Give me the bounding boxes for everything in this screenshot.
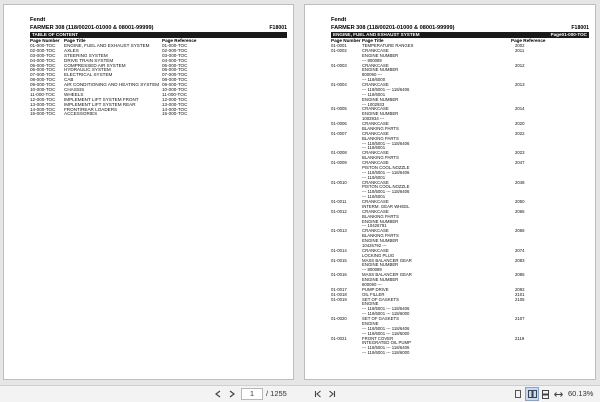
index-title: FRONT COVER bbox=[362, 335, 394, 341]
index-title: --- 118/5001 --- 118/6406 bbox=[362, 86, 410, 92]
index-title: CRANKCASE bbox=[362, 199, 389, 204]
toc-page-title: HYDRAULIC SYSTEM bbox=[64, 67, 111, 73]
toc-page-reference: 15-000-TOC bbox=[162, 111, 188, 117]
section-bar bbox=[30, 32, 287, 38]
index-reference: 01-0009 bbox=[331, 160, 347, 165]
section-bar bbox=[331, 32, 589, 38]
toc-page-reference: 11-000-TOC bbox=[162, 91, 188, 97]
index-page-reference: 2119 bbox=[515, 335, 525, 341]
toc-page-number: 07-000-TOC bbox=[30, 72, 56, 78]
arrow-right-icon bbox=[228, 390, 236, 398]
index-reference: 01-0021 bbox=[331, 335, 347, 341]
index-page-reference: 2066 bbox=[515, 228, 525, 234]
toc-page-number: 14-000-TOC bbox=[30, 106, 56, 112]
fit-width-button[interactable] bbox=[552, 388, 564, 400]
zoom-level[interactable]: 60.13% bbox=[568, 389, 594, 398]
toc-page-title: WHEELS bbox=[64, 91, 84, 97]
two-page-icon bbox=[528, 390, 537, 398]
toc-page-reference: 06-000-TOC bbox=[162, 67, 188, 73]
document-title: FARMER 308 (118/00201-01000 & 08001-99999) bbox=[30, 25, 154, 31]
first-page-button[interactable] bbox=[312, 388, 324, 400]
toc-page-title: DRIVE TRAIN SYSTEM bbox=[64, 57, 114, 63]
index-title: CRANKCASE bbox=[362, 179, 389, 185]
index-page-reference: 2048 bbox=[515, 179, 525, 185]
index-title: --- 118/6001 --- 118/6000 bbox=[362, 350, 410, 356]
index-title: --- 118/5001 --- 118/6406 bbox=[362, 189, 410, 195]
toc-page-reference: 05-000-TOC bbox=[162, 62, 188, 68]
index-page-reference: 2002 bbox=[515, 43, 525, 48]
index-page-reference: 2022 bbox=[515, 130, 525, 136]
toc-page-reference: 14-000-TOC bbox=[162, 106, 188, 112]
column-header-page-number: Page Number bbox=[30, 38, 60, 43]
index-page-reference: 2014 bbox=[515, 106, 525, 112]
toc-page-reference: 08-000-TOC bbox=[162, 77, 188, 83]
index-reference: 01-0019 bbox=[331, 296, 347, 302]
index-reference: 01-0007 bbox=[331, 130, 347, 136]
toc-page-title: ENGINE, FUEL AND EXHAUST SYSTEM bbox=[64, 43, 150, 48]
index-reference: 01-0006 bbox=[331, 121, 347, 126]
index-title: LOCKING PLUG bbox=[362, 252, 395, 258]
index-reference: 01-0005 bbox=[331, 106, 347, 112]
index-title: PUMP DRIVE bbox=[362, 286, 389, 292]
index-title: --- 1002933 bbox=[362, 101, 385, 107]
index-title: --- 800089 bbox=[362, 267, 382, 273]
index-title: 10426792 --- bbox=[362, 242, 387, 248]
toc-page-title: ACCESSORIES bbox=[64, 111, 98, 117]
index-title: PISTON COOL.NOZZLE bbox=[362, 164, 410, 170]
index-title: --- 118/6000 bbox=[362, 77, 386, 83]
index-title: ENGINE NUMBER bbox=[362, 52, 399, 58]
index-reference: 01-0008 bbox=[331, 150, 347, 156]
viewer-toolbar bbox=[0, 385, 600, 402]
index-title: ENGINE NUMBER bbox=[362, 218, 399, 224]
index-title: --- 118/6001 --- 118/6000 bbox=[362, 330, 410, 336]
index-title: SET OF GASKETS bbox=[362, 296, 399, 302]
index-title: 1002934 --- bbox=[362, 116, 385, 122]
index-title: OIL FILLER bbox=[362, 291, 385, 297]
index-reference: 01-0014 bbox=[331, 247, 347, 253]
column-header-page-reference: Page Reference bbox=[162, 38, 197, 43]
toc-page-number: 06-000-TOC bbox=[30, 67, 56, 73]
previous-page-button[interactable] bbox=[212, 388, 224, 400]
index-title: CRANKCASE bbox=[362, 62, 389, 68]
index-reference: 01-0012 bbox=[331, 208, 347, 214]
column-header-page-number: Page Number bbox=[331, 38, 361, 43]
last-page-button[interactable] bbox=[326, 388, 338, 400]
document-title: FARMER 308 (118/00201-01000 & 08001-99999) bbox=[331, 25, 455, 31]
parts-index-list bbox=[331, 44, 589, 356]
toc-page-number: 02-000-TOC bbox=[30, 47, 56, 53]
index-page-reference: 2085 bbox=[515, 272, 525, 278]
company-name: Fendt bbox=[331, 17, 347, 23]
index-title: CRANKCASE bbox=[362, 208, 389, 214]
single-page-icon bbox=[515, 390, 521, 398]
page-number: F18001 bbox=[571, 25, 589, 31]
index-reference: 01-0013 bbox=[331, 228, 347, 234]
index-title: 800090 --- bbox=[362, 281, 382, 287]
index-title: 800090 --- bbox=[362, 72, 382, 78]
index-title: ENGINE NUMBER bbox=[362, 238, 399, 243]
index-page-reference: 2050 bbox=[515, 199, 525, 204]
index-title: --- 118/5001 --- 118/6406 bbox=[362, 306, 410, 312]
index-title: CRANKCASE bbox=[362, 247, 389, 253]
index-title: CRANKCASE bbox=[362, 47, 389, 53]
toc-page-title: STEERING SYSTEM bbox=[64, 52, 108, 58]
toc-page-number: 09-000-TOC bbox=[30, 82, 56, 88]
continuous-page-icon bbox=[541, 390, 550, 399]
index-title: CRANKCASE bbox=[362, 106, 389, 112]
index-title: --- 10426791 bbox=[362, 223, 387, 229]
index-reference: 01-0002 bbox=[331, 47, 347, 53]
pdf-page-right bbox=[304, 4, 596, 380]
index-page-reference: 2074 bbox=[515, 247, 525, 253]
index-title: MASS BALANCER GEAR bbox=[362, 257, 412, 263]
index-title: --- 118/6001 bbox=[362, 174, 386, 180]
toc-page-reference: 02-000-TOC bbox=[162, 47, 188, 53]
section-bar-reference: Page01-000-TOC bbox=[550, 31, 587, 37]
toc-page-number: 13-000-TOC bbox=[30, 101, 56, 107]
index-page-reference: 2092 bbox=[515, 286, 525, 292]
pdf-page-left bbox=[3, 4, 294, 380]
index-title: BLANKING PARTS bbox=[362, 213, 399, 219]
index-page-reference: 2011 bbox=[515, 47, 525, 53]
index-title: --- 800089 bbox=[362, 57, 382, 63]
index-title: --- 118/5001 --- 118/6406 bbox=[362, 345, 410, 351]
index-reference: 01-0004 bbox=[331, 82, 347, 87]
index-page-reference: 2012 bbox=[515, 62, 525, 68]
page-number: F18001 bbox=[269, 25, 287, 31]
index-title: ENGINE bbox=[362, 301, 379, 307]
index-reference: 01-0003 bbox=[331, 62, 347, 68]
toc-table bbox=[30, 44, 287, 117]
index-title: ENGINE NUMBER bbox=[362, 262, 399, 268]
toc-page-title: IMPLEMENT LIFT SYSTEM FRONT bbox=[64, 96, 139, 102]
index-title: TEMPERATURE RANGES bbox=[362, 43, 414, 48]
index-title: BLANKING PARTS bbox=[362, 233, 399, 239]
page-number-input[interactable]: 1 bbox=[241, 388, 263, 400]
toc-page-number: 04-000-TOC bbox=[30, 57, 56, 63]
fit-width-icon bbox=[554, 390, 563, 399]
toc-page-number: 01-000-TOC bbox=[30, 43, 56, 48]
index-title: ENGINE NUMBER bbox=[362, 96, 399, 102]
index-reference: 01-0018 bbox=[331, 291, 347, 297]
page-total: / 1255 bbox=[266, 389, 287, 398]
index-page-reference: 2065 bbox=[515, 208, 525, 214]
index-title: --- 118/5001 --- 118/6406 bbox=[362, 140, 410, 146]
index-reference: 01-0001 bbox=[331, 43, 347, 48]
section-bar-title: TABLE OF CONTENT bbox=[32, 31, 79, 37]
toc-row[interactable] bbox=[30, 112, 287, 117]
index-title: BLANKING PARTS bbox=[362, 155, 399, 161]
section-bar-title: ENGINE, FUEL AND EXHAUST SYSTEM bbox=[333, 31, 420, 37]
index-title: CRANKCASE bbox=[362, 150, 389, 156]
index-page-reference: 2105 bbox=[515, 296, 525, 302]
toc-page-reference: 07-000-TOC bbox=[162, 72, 188, 78]
index-reference: 01-0010 bbox=[331, 179, 347, 185]
toc-page-reference: 01-000-TOC bbox=[162, 43, 188, 48]
index-title: CRANKCASE bbox=[362, 160, 389, 165]
toc-page-reference: 09-000-TOC bbox=[162, 82, 188, 88]
arrow-left-icon bbox=[214, 390, 222, 398]
toc-page-reference: 04-000-TOC bbox=[162, 57, 188, 63]
index-title: CRANKCASE bbox=[362, 228, 389, 234]
toc-page-title: AIR CONDITIONING AND HEATING SYSTEM bbox=[64, 82, 160, 88]
continuous-view-button[interactable] bbox=[539, 388, 551, 400]
toc-page-number: 12-000-TOC bbox=[30, 96, 56, 102]
toc-page-title: CAB bbox=[64, 77, 74, 83]
index-page-reference: 2023 bbox=[515, 150, 525, 156]
index-title: PISTON COOL.NOZZLE bbox=[362, 184, 410, 190]
column-header-page-title: Page Title bbox=[362, 38, 384, 43]
toc-page-title: IMPLEMENT LIFT SYSTEM REAR bbox=[64, 101, 136, 107]
two-page-view-button[interactable] bbox=[526, 388, 538, 400]
index-title: --- 118/5001 --- 118/6406 bbox=[362, 169, 410, 175]
index-title: CRANKCASE bbox=[362, 130, 389, 136]
toc-page-number: 08-000-TOC bbox=[30, 77, 56, 83]
toc-page-number: 10-000-TOC bbox=[30, 87, 56, 93]
toc-page-reference: 03-000-TOC bbox=[162, 52, 188, 58]
toc-page-reference: 12-000-TOC bbox=[162, 96, 188, 102]
column-header-page-title: Page Title bbox=[64, 38, 86, 43]
index-reference: 01-0017 bbox=[331, 286, 347, 292]
index-reference: 01-0016 bbox=[331, 272, 347, 278]
toc-page-number: 15-000-TOC bbox=[30, 111, 56, 117]
index-title: --- 118/6001 bbox=[362, 91, 386, 97]
toc-page-number: 05-000-TOC bbox=[30, 62, 56, 68]
index-title: ENGINE bbox=[362, 320, 379, 326]
index-title: BLANKING PARTS bbox=[362, 135, 399, 141]
index-page-reference: 2101 bbox=[515, 291, 525, 297]
toc-page-reference: 10-000-TOC bbox=[162, 87, 188, 93]
index-title: ENGINE NUMBER bbox=[362, 67, 399, 73]
index-page-reference: 2107 bbox=[515, 316, 525, 321]
index-page-reference: 2013 bbox=[515, 82, 525, 87]
next-page-button[interactable] bbox=[226, 388, 238, 400]
index-title: BLANKING PARTS bbox=[362, 125, 399, 131]
index-page-reference: 2047 bbox=[515, 160, 525, 165]
toc-page-title: ELECTRICAL SYSTEM bbox=[64, 72, 113, 78]
toc-page-number: 03-000-TOC bbox=[30, 52, 56, 58]
index-page-reference: 2020 bbox=[515, 121, 525, 126]
toc-page-title: COMPRESSED AIR SYSTEM bbox=[64, 62, 126, 68]
index-title: MASS BALANCER GEAR bbox=[362, 272, 412, 278]
index-line bbox=[331, 351, 589, 356]
toc-page-title: FRONT/REAR LOADERS bbox=[64, 106, 118, 112]
index-title: --- 118/6001 bbox=[362, 194, 386, 200]
last-page-icon bbox=[328, 390, 336, 398]
company-name: Fendt bbox=[30, 17, 46, 23]
toc-page-title: CHASSIS bbox=[64, 87, 85, 93]
toc-page-title: AXLES bbox=[64, 47, 79, 53]
index-title: INTEGRATED OIL PUMP bbox=[362, 340, 411, 346]
index-page-reference: 2083 bbox=[515, 257, 525, 263]
index-title: INTERM. GEAR WHEEL bbox=[362, 203, 410, 209]
single-page-view-button[interactable] bbox=[512, 388, 524, 400]
index-title: ENGINE NUMBER bbox=[362, 111, 399, 117]
index-title: ENGINE NUMBER bbox=[362, 277, 399, 282]
first-page-icon bbox=[314, 390, 322, 398]
column-header-page-reference: Page Reference bbox=[511, 38, 546, 43]
index-reference: 01-0015 bbox=[331, 257, 347, 263]
toc-page-reference: 13-000-TOC bbox=[162, 101, 188, 107]
index-title: --- 118/5001 --- 118/6406 bbox=[362, 325, 410, 331]
index-title: --- 118/6001 bbox=[362, 145, 386, 151]
index-title: SET OF GASKETS bbox=[362, 316, 399, 321]
index-reference: 01-0020 bbox=[331, 316, 347, 321]
index-reference: 01-0011 bbox=[331, 199, 347, 204]
index-title: CRANKCASE bbox=[362, 121, 389, 126]
index-title: CRANKCASE bbox=[362, 82, 389, 87]
index-title: --- 118/6001 --- 118/6000 bbox=[362, 311, 410, 317]
toc-page-number: 11-000-TOC bbox=[30, 91, 56, 97]
